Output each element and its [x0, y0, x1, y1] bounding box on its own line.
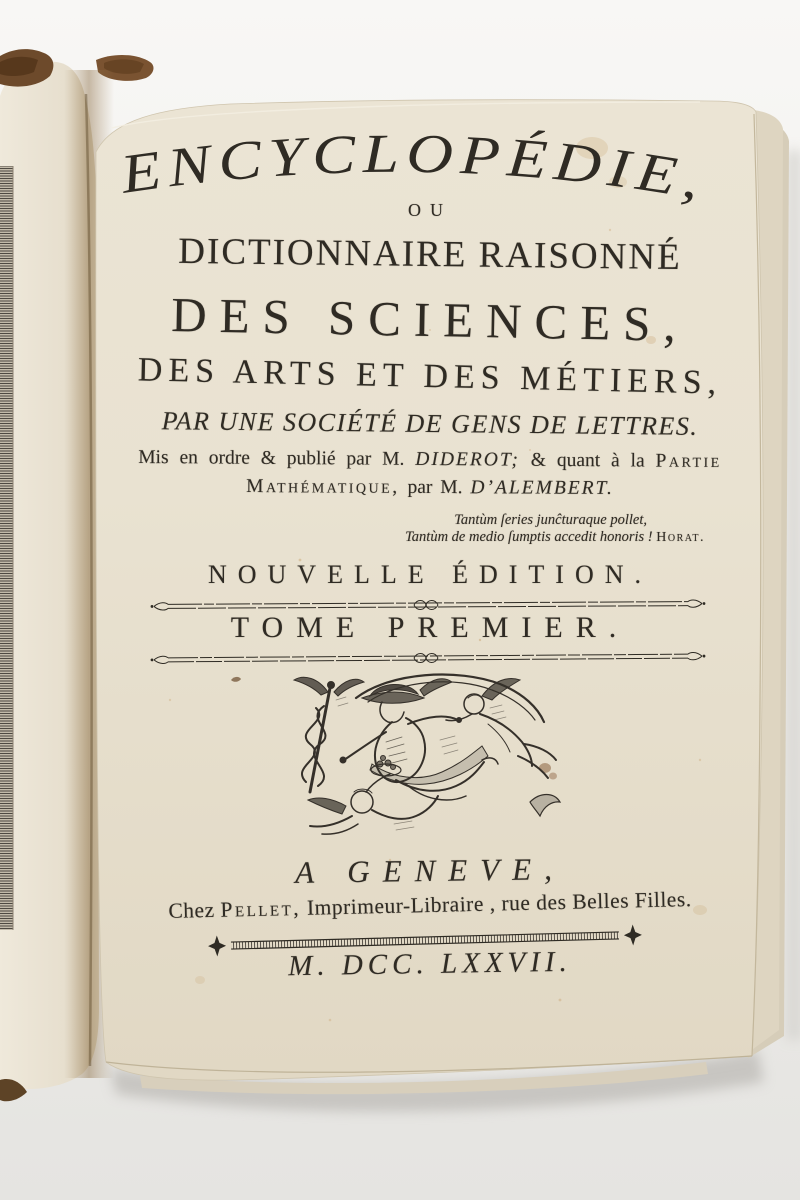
- epigraph-attribution: Horat.: [656, 530, 705, 545]
- epigraph-line-1: Tantùm ſeries junĉturaque pollet,: [454, 512, 647, 528]
- mercury-figure: [340, 679, 498, 800]
- byline-societe: PAR UNE SOCIÉTÉ DE GENS DE LETTRES.: [161, 406, 699, 441]
- epigraph: [360, 512, 705, 546]
- mercury-putti-vignette: [243, 664, 565, 840]
- svg-text:ENCYCLOPÉDIE,: [116, 123, 712, 212]
- publisher-name: Pellet,: [220, 895, 302, 922]
- editors-mid: & quant à la: [530, 449, 645, 472]
- putto-bottom: [308, 756, 438, 835]
- partie-word: Partie: [655, 450, 722, 473]
- imprint-chez: Chez: [168, 897, 215, 923]
- caduceus-icon: [294, 677, 364, 792]
- putto-right: [446, 679, 560, 816]
- dalembert-name: D’ALEMBERT.: [470, 477, 614, 499]
- editors-line-2: [100, 475, 760, 500]
- subtitle-arts-metiers: DES ARTS ET DES MÉTIERS,: [137, 351, 723, 402]
- title-connector-ou: OU: [408, 200, 452, 220]
- diderot-name: DIDEROT;: [415, 448, 521, 471]
- frontispiece-edge: [0, 166, 13, 930]
- epigraph-line-2-text: Tantùm de medio ſumptis accedit honoris !: [405, 529, 653, 545]
- volume-line: TOME PREMIER.: [230, 611, 630, 644]
- mathematique-word: Mathématique,: [246, 476, 400, 498]
- editors-line-1: [100, 447, 760, 474]
- imprint-year: M. DCC. LXXVII.: [287, 945, 573, 983]
- par-m: par M.: [407, 476, 463, 499]
- main-title: ENCYCLOPÉDIE,: [117, 122, 709, 212]
- imprint-city: A GENEVE,: [294, 851, 566, 890]
- subtitle-dictionnaire: DICTIONNAIRE RAISONNÉ: [178, 230, 682, 279]
- publisher-address: Imprimeur-Libraire , rue des Belles Filles.: [306, 887, 692, 920]
- edition-line: NOUVELLE ÉDITION.: [207, 560, 653, 589]
- editors-prefix: Mis en ordre & publié par M.: [138, 446, 405, 470]
- epigraph-line-2: [360, 529, 705, 546]
- subtitle-sciences: DES SCIENCES,: [170, 287, 690, 352]
